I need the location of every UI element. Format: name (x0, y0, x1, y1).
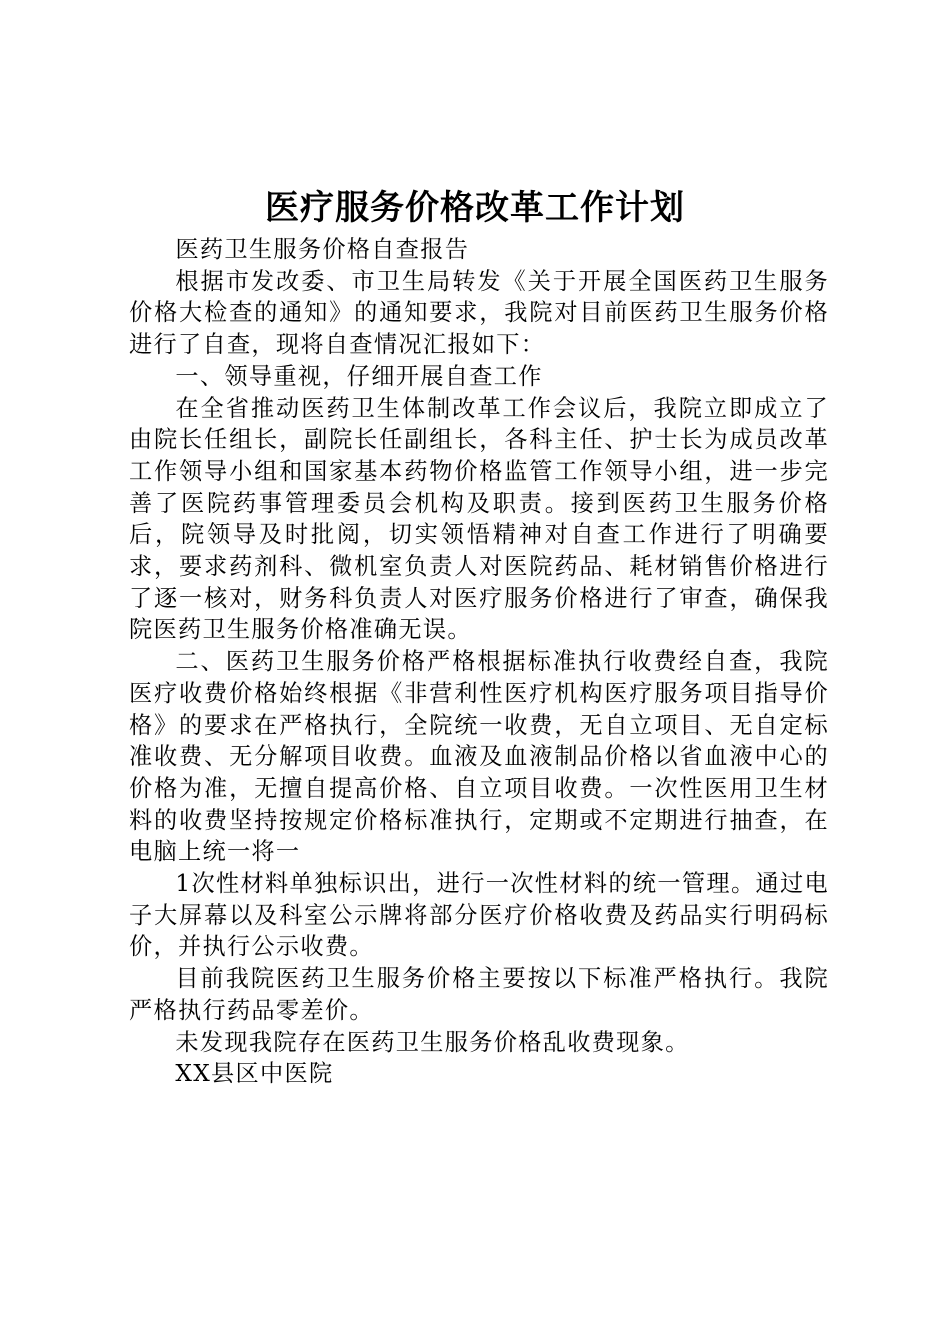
document-body (129, 234, 829, 1090)
document-title: 医疗服务价格改革工作计划 (265, 188, 685, 228)
conclusion-paragraph: 未发现我院存在医药卫生服务价格乱收费现象。 (175, 1028, 690, 1056)
report-heading: 医药卫生服务价格自查报告 (175, 236, 470, 263)
signature-line: XX县区中医院 (175, 1060, 334, 1088)
current-standards-paragraph: 目前我院医药卫生服务价格主要按以下标准严格执行。我院严格执行药品零差价。 (129, 965, 829, 1024)
intro-paragraph: 根据市发改委、市卫生局转发《关于开展全国医药卫生服务价格大检查的通知》的通知要求，我院对目前医药卫生服务价格进行了自查，现将自查情况汇报如下： (129, 267, 829, 359)
disposable-materials-paragraph: 1次性材料单独标识出，进行一次性材料的统一管理。通过电子大屏幕以及科室公示牌将部分医疗价格收费及药品实行明码标价，并执行公示收费。 (129, 870, 829, 961)
section-one-paragraph: 在全省推动医药卫生体制改革工作会议后，我院立即成立了由院长任组长，副院长任副组长，各科主任、护士长为成员改革工作领导小组和国家基本药物价格监管工作领导小组，进一步完善了医院药事管理委员会机构及职责。接到医药卫生服务价格后，院领导及时批阅，切实领悟精神对自查工作进行了明确要求，要求药剂科、微机室负责人对医院药品、耗材销售价格进行了逐一核对，财务科负责人对医疗服务价格进行了审查，确保我院医药卫生服务价格准确无误。 (129, 394, 829, 644)
section-two-paragraph: 二、医药卫生服务价格严格根据标准执行收费经自查，我院医疗收费价格始终根据《非营利性医疗机构医疗服务项目指导价格》的要求在严格执行，全院统一收费，无自立项目、无自定标准收费、无分解项目收费。血液及血液制品价格以省血液中心的价格为准，无擅自提高价格、自立项目收费。一次性医用卫生材料的收费坚持按规定价格标准执行，定期或不定期进行抽查，在电脑上统一将一 (129, 648, 829, 866)
section-one-heading: 一、领导重视，仔细开展自查工作 (175, 362, 543, 390)
